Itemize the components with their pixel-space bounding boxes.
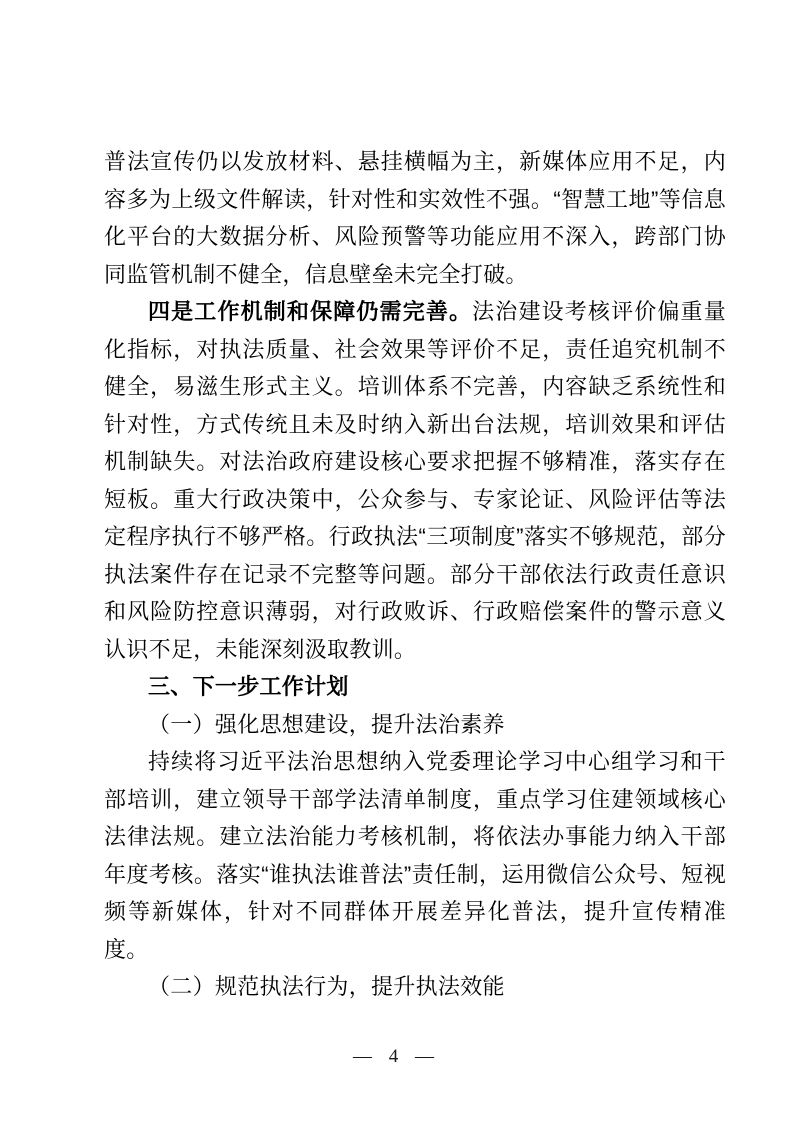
- paragraph-point4-lead: 四是工作机制和保障仍需完善。: [148, 299, 473, 324]
- document-content: [104, 143, 726, 1006]
- section-heading-next-steps: 三、下一步工作计划: [148, 674, 349, 699]
- subheading-2-enforcement: （二）规范执法行为，提升执法效能: [148, 974, 505, 999]
- paragraph-plan-1: 持续将习近平法治思想纳入党委理论学习中心组学习和干部培训，建立领导干部学法清单制度，重点学习住建领域核心法律法规。建立法治能力考核机制，将依法办事能力纳入干部年度考核。落实“谁执法谁普法”责任制，运用微信公众号、短视频等新媒体，针对不同群体开展差异化普法，提升宣传精准度。: [104, 749, 726, 962]
- paragraph-point4: [104, 293, 726, 668]
- paragraph-point4-text: 法治建设考核评价偏重量化指标，对执法质量、社会效果等评价不足，责任追究机制不健全，易滋生形式主义。培训体系不完善，内容缺乏系统性和针对性，方式传统且未及时纳入新出台法规，培训效果和评估机制缺失。对法治政府建设核心要求把握不够精准，落实存在短板。重大行政决策中，公众参与、专家论证、风险评估等法定程序执行不够严格。行政执法“三项制度”落实不够规范，部分执法案件存在记录不完整等问题。部分干部依法行政责任意识和风险防控意识薄弱，对行政败诉、行政赔偿案件的警示意义认识不足，未能深刻汲取教训。: [104, 299, 726, 662]
- subheading-1-ideology: （一）强化思想建设，提升法治素养: [148, 711, 505, 737]
- paragraph-overflow-continuation: 普法宣传仍以发放材料、悬挂横幅为主，新媒体应用不足，内容多为上级文件解读，针对性和实效性不强。“智慧工地”等信息化平台的大数据分析、风险预警等功能应用不深入，跨部门协同监管机制不健全，信息壁垒未完全打破。: [104, 149, 726, 287]
- page-number: — 4 —: [353, 1046, 440, 1067]
- page-footer: [0, 1046, 793, 1068]
